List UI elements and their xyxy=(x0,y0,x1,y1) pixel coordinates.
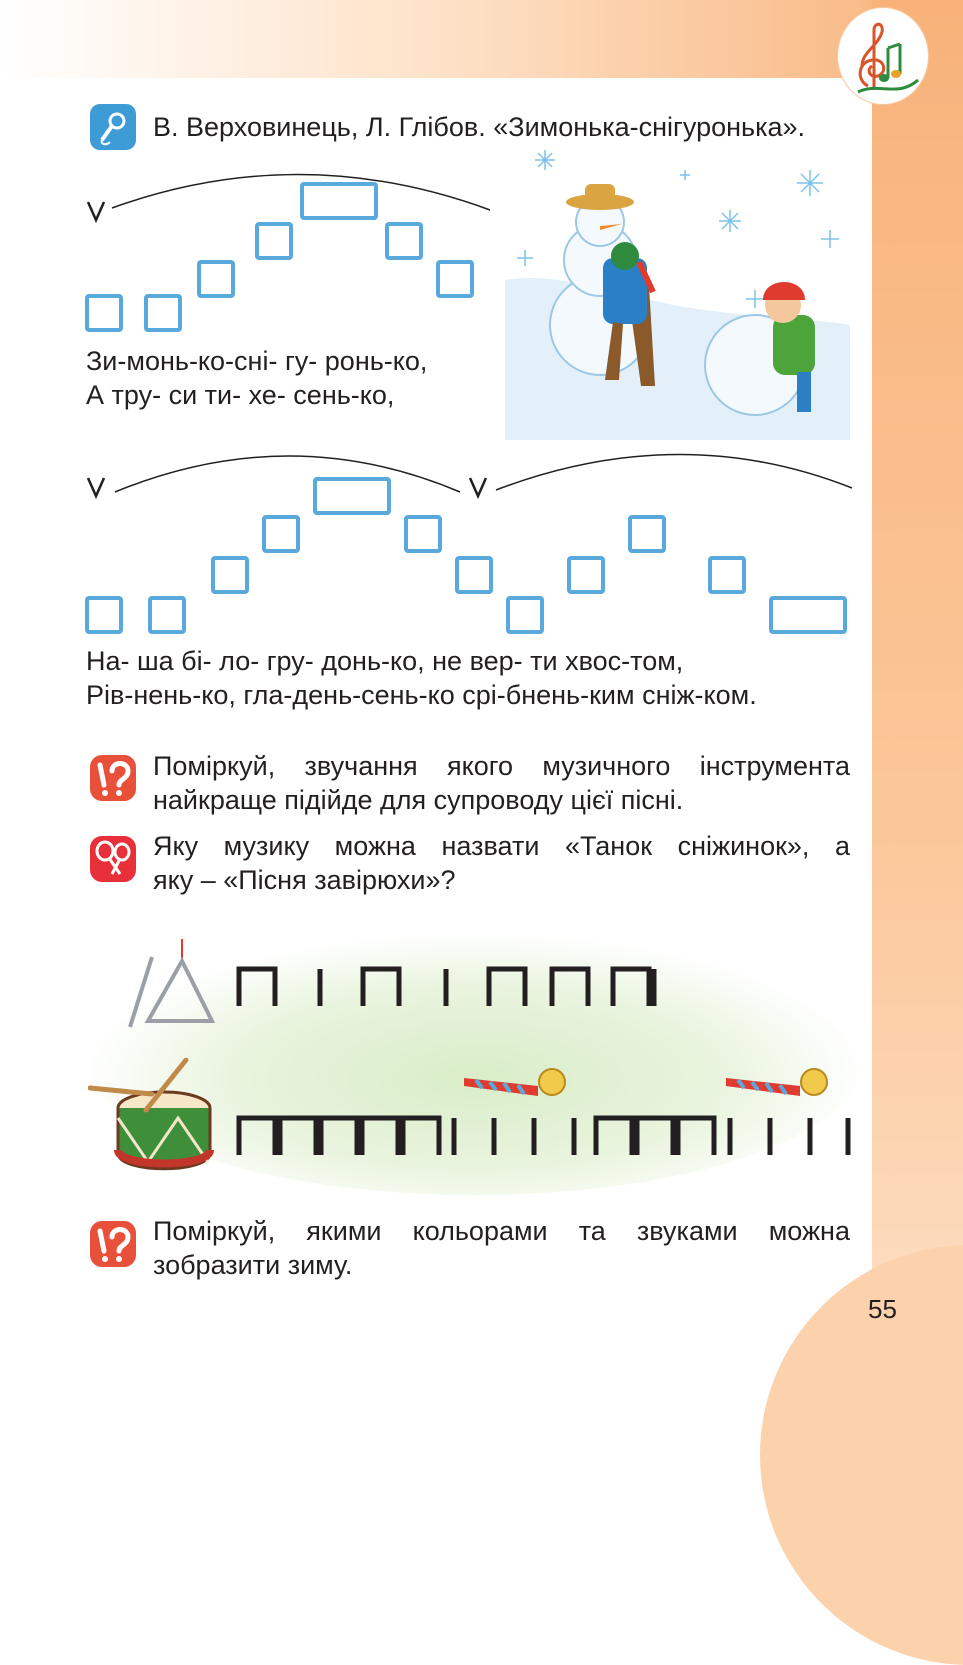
verse2-line1: На- ша бі- ло- гру- донь-ко, не вер- ти хвос-том, xyxy=(86,646,684,676)
top-band xyxy=(0,0,963,78)
phrase-arc xyxy=(112,174,490,210)
rhythm-pair xyxy=(596,1118,632,1155)
rhythm-pair xyxy=(637,1118,673,1155)
rhythm-pair xyxy=(363,969,399,1006)
note-box-long xyxy=(315,479,389,513)
phrase-arc xyxy=(496,454,852,490)
rhythm-pair xyxy=(678,1118,714,1155)
microphone-icon xyxy=(90,104,136,150)
drum-icon xyxy=(88,1058,218,1173)
note-box xyxy=(199,262,233,296)
note-box xyxy=(630,517,664,551)
side-band xyxy=(872,0,963,1394)
note-box xyxy=(508,598,542,632)
page-number: 55 xyxy=(868,1294,897,1324)
question-3: Поміркуй, якими кольорами та звуками можна зобразити зиму. xyxy=(153,1216,850,1280)
rhythm-pair xyxy=(362,1118,398,1155)
note-box xyxy=(457,558,491,592)
corner-decoration xyxy=(760,1245,963,1665)
note-box xyxy=(146,296,180,330)
rhythm-pair xyxy=(280,1118,316,1155)
verse1-line1: Зи-монь-ко-сні- гу- ронь-ко, xyxy=(86,346,428,376)
note-box xyxy=(87,296,121,330)
rhythm-pair xyxy=(239,969,275,1006)
rhythm-pair xyxy=(552,969,588,1006)
party-horn-icon xyxy=(724,1060,828,1100)
triangle-rhythm xyxy=(236,966,666,1008)
rhythm-pair xyxy=(489,969,525,1006)
maracas-icon xyxy=(90,836,136,882)
note-box xyxy=(387,224,421,258)
phrase-arc xyxy=(115,456,460,492)
rhythm-pair xyxy=(403,1118,439,1155)
question-1: Поміркуй, звучання якого музичного інструмента найкраще підійде для супроводу цієї пісні. xyxy=(153,751,850,815)
breath-mark xyxy=(88,202,104,220)
music-logo xyxy=(838,8,928,104)
note-box xyxy=(87,598,121,632)
question-2: Яку музику можна назвати «Танок сніжинок», а яку – «Пісня завірюхи»? xyxy=(153,831,850,895)
rhythm-pair xyxy=(613,969,649,1006)
triangle-icon xyxy=(120,935,220,1035)
verse2-line2: Рів-нень-ко, гла-день-сень-ко срі-бнень-ким сніж-ком. xyxy=(86,680,757,710)
note-box xyxy=(569,558,603,592)
note-box xyxy=(264,517,298,551)
question-icon xyxy=(90,755,136,801)
breath-mark xyxy=(470,478,486,496)
snowman-illustration xyxy=(505,150,850,440)
note-box xyxy=(257,224,291,258)
note-box xyxy=(150,598,184,632)
party-horn-icon xyxy=(462,1060,566,1100)
breath-mark xyxy=(88,478,104,496)
note-box xyxy=(438,262,472,296)
note-box xyxy=(710,558,744,592)
verse1-line2: А тру- си ти- хе- сень-ко, xyxy=(86,380,395,410)
question-icon xyxy=(90,1221,136,1267)
note-box xyxy=(406,517,440,551)
rhythm-pair xyxy=(321,1118,357,1155)
song-title: В. Верховинець, Л. Глібов. «Зимонька-снігуронька». xyxy=(153,112,806,142)
treble-clef-icon xyxy=(838,8,928,104)
note-box-long xyxy=(771,598,845,632)
note-box xyxy=(213,558,247,592)
note-box-long xyxy=(302,184,376,218)
rhythm-pair xyxy=(239,1118,275,1155)
drum-rhythm xyxy=(236,1115,856,1157)
